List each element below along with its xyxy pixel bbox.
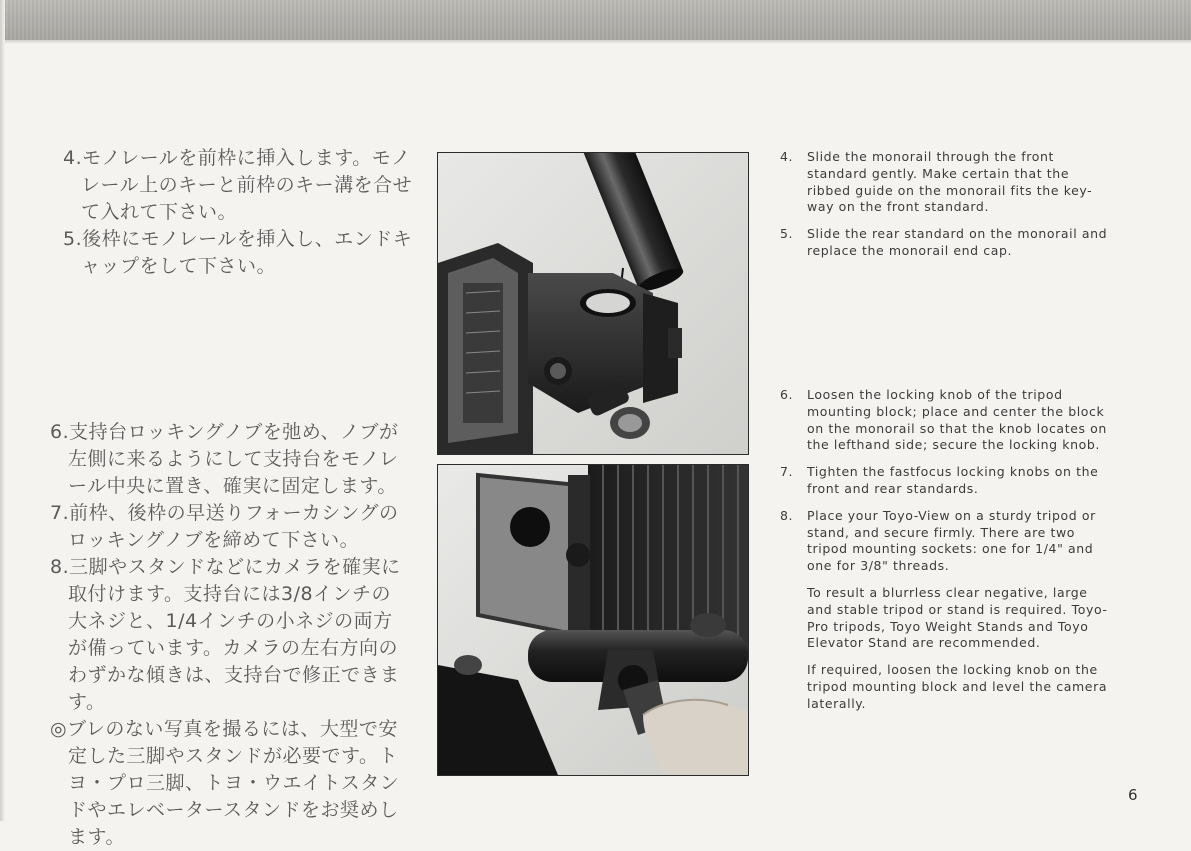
header-band bbox=[0, 0, 1191, 40]
step-note-tripod: To result a blurrless clear negative, large and stable tripod or stand is required. Toyo-Pro tripods, Toyo Weight Stands and Toyo Elevator Stand are recommended. bbox=[807, 584, 1108, 651]
photo-monorail-insertion bbox=[437, 152, 749, 455]
step-text: Place your Toyo-View on a sturdy tripod or stand, and secure firmly. There are two tripod mounting sockets: one for 1/4" and one for 3/8" threads. bbox=[807, 507, 1096, 574]
step-text: Slide the rear standard on the monorail and replace the monorail end cap. bbox=[807, 226, 1108, 258]
step-text: Loosen the locking knob of the tripod mounting block; place and center the block on the monorail so that the knob locates on the lefthand side; secure the locking knob. bbox=[807, 387, 1107, 453]
page-gutter bbox=[0, 0, 5, 821]
header-band-edge bbox=[0, 40, 1191, 44]
japanese-steps-top bbox=[63, 145, 418, 280]
jp-note: ◎ブレのない写真を撮るには、大型で安定した三脚やスタンドが必要です。トヨ・プロ三脚、トヨ・ウエイトスタンドやエレベータースタンドをお奨めします。 bbox=[50, 718, 400, 848]
step-number: 7. bbox=[780, 464, 794, 480]
step-number: 6. bbox=[780, 387, 794, 402]
en-step-8 bbox=[780, 508, 1112, 713]
step-number: 5. bbox=[780, 226, 794, 242]
jp-step-8: 8.三脚やスタンドなどにカメラを確実に取付けます。支持台には3/8インチの大ネジと、1/4インチの小ネジの両方が備っています。カメラの左右方向のわずかな傾きは、支持台で修正できます。 bbox=[50, 556, 401, 713]
step-text: Slide the monorail through the front standard gently. Make certain that the ribbed guide on the monorail fits the key-way on the front standard. bbox=[807, 149, 1093, 215]
english-steps-top bbox=[780, 149, 1112, 270]
en-step-6 bbox=[780, 387, 1112, 454]
english-steps-bottom bbox=[780, 387, 1112, 723]
step-number: 8. bbox=[780, 507, 794, 523]
jp-step-7: 7.前枠、後枠の早送りフォーカシングのロッキングノブを締めて下さい。 bbox=[50, 502, 399, 551]
en-step-5 bbox=[780, 226, 1112, 260]
jp-step-5: 5.後枠にモノレールを挿入し、エンドキャップをして下さい。 bbox=[63, 228, 413, 277]
en-step-7 bbox=[780, 464, 1112, 498]
japanese-steps-bottom bbox=[50, 419, 410, 851]
step-note-level: If required, loosen the locking knob on the tripod mounting block and level the camera laterally. bbox=[807, 662, 1108, 711]
step-number: 4. bbox=[780, 149, 794, 164]
jp-step-4: 4.モノレールを前枠に挿入します。モノレール上のキーと前枠のキー溝を合せて入れて下さい。 bbox=[63, 147, 413, 223]
step-text: Tighten the fastfocus locking knobs on the front and rear standards. bbox=[807, 464, 1099, 496]
photo-tripod-mounting bbox=[437, 464, 749, 776]
page-number: 6 bbox=[1128, 786, 1138, 804]
en-step-4 bbox=[780, 149, 1112, 216]
jp-step-6: 6.支持台ロッキングノブを弛め、ノブが左側に来るようにして支持台をモノレール中央に置き、確実に固定します。 bbox=[50, 421, 399, 497]
